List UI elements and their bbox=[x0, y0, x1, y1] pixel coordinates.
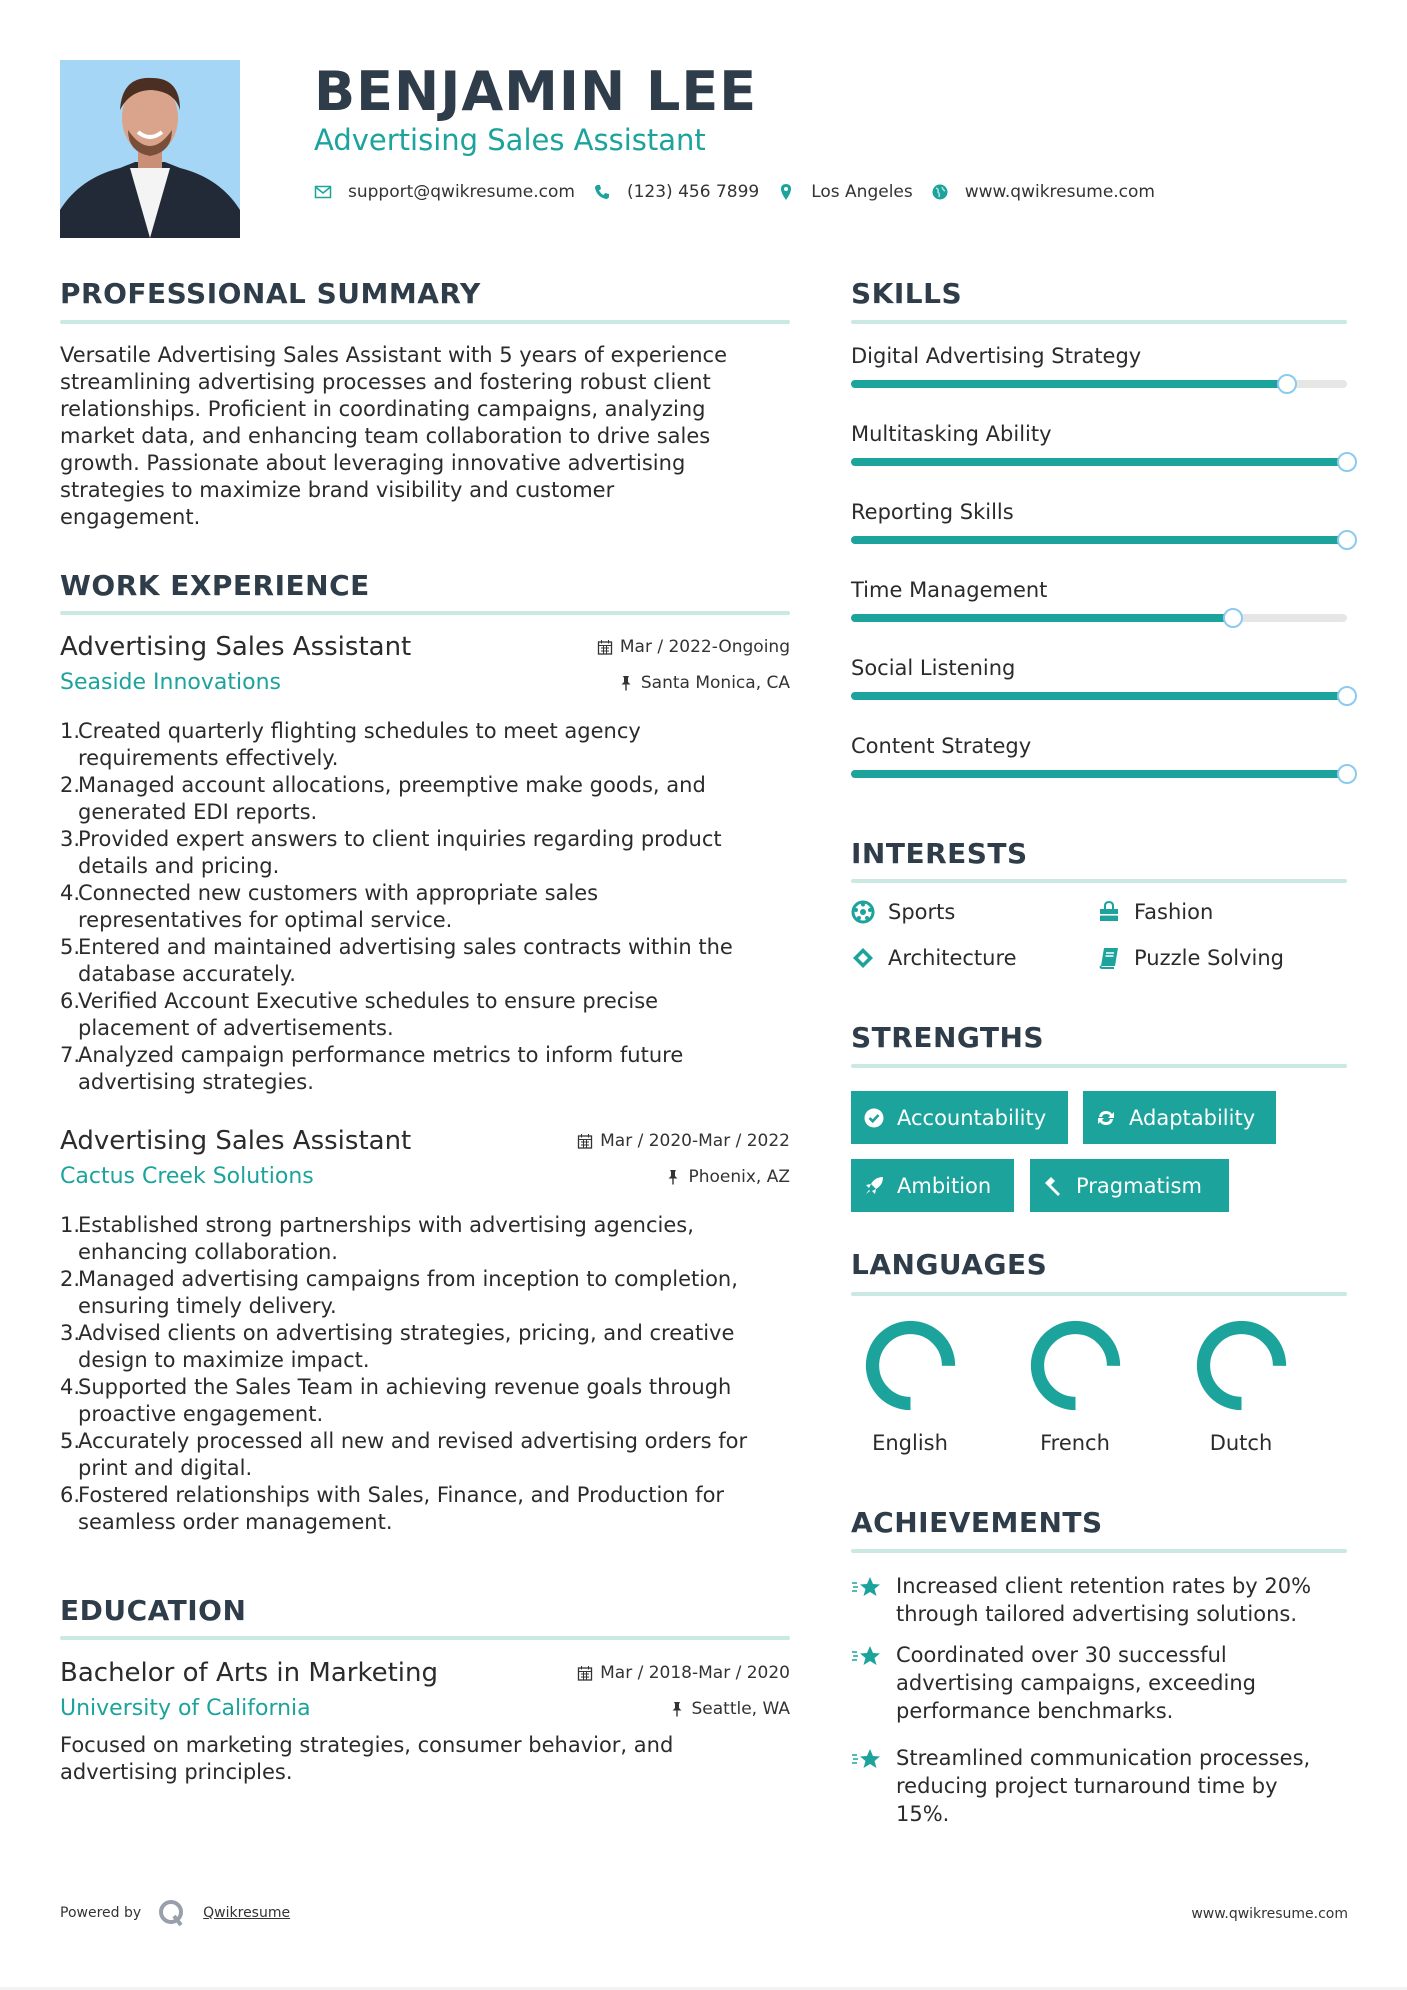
interest-label: Architecture bbox=[888, 946, 1017, 970]
summary-line: market data, and enhancing team collaboration to drive sales bbox=[60, 424, 711, 448]
shopping-bag-icon bbox=[1097, 900, 1121, 924]
job-dates bbox=[597, 637, 790, 657]
job-dates-text: Mar / 2022-Ongoing bbox=[619, 637, 790, 657]
skill-bar-fill bbox=[851, 380, 1287, 388]
strength-tag bbox=[1083, 1091, 1276, 1144]
shooting-star-icon bbox=[851, 1747, 883, 1773]
summary-heading: PROFESSIONAL SUMMARY bbox=[60, 277, 481, 310]
language-item bbox=[1020, 1318, 1130, 1455]
company-name: Seaside Innovations bbox=[60, 670, 281, 695]
strength-label: Accountability bbox=[897, 1105, 1047, 1130]
skill-item bbox=[851, 654, 1347, 732]
duties-list bbox=[60, 718, 790, 1096]
list-item: 3. Provided expert answers to client inquiries regarding product details and pricing. bbox=[60, 827, 722, 878]
pushpin-icon bbox=[669, 1701, 685, 1717]
achievement-item: Streamlined communication processes, reducing project turnaround time by 15%. bbox=[851, 1744, 1347, 1828]
interest-item bbox=[851, 946, 1017, 970]
strengths-heading: STRENGTHS bbox=[851, 1021, 1045, 1054]
skill-bar bbox=[851, 614, 1347, 622]
skill-bar bbox=[851, 536, 1347, 544]
candidate-name: BENJAMIN LEE bbox=[314, 60, 758, 123]
strength-label: Pragmatism bbox=[1076, 1173, 1202, 1198]
achievements-divider bbox=[851, 1549, 1347, 1553]
ruler-icon bbox=[851, 946, 875, 970]
language-label: Dutch bbox=[1209, 1431, 1273, 1455]
interests-divider bbox=[851, 879, 1347, 883]
qwikresume-link[interactable]: Qwikresume bbox=[203, 1905, 291, 1921]
strength-label: Adaptability bbox=[1129, 1105, 1256, 1130]
skill-label: Digital Advertising Strategy bbox=[851, 344, 1142, 368]
skill-item bbox=[851, 498, 1347, 576]
summary-line: engagement. bbox=[60, 505, 201, 529]
skill-label: Social Listening bbox=[851, 656, 1016, 680]
strength-label: Ambition bbox=[897, 1173, 992, 1198]
book-icon bbox=[1097, 946, 1121, 970]
pushpin-icon bbox=[618, 675, 634, 691]
candidate-title: Advertising Sales Assistant bbox=[314, 123, 706, 157]
education-dates bbox=[577, 1663, 790, 1683]
job-location-text: Santa Monica, CA bbox=[640, 673, 790, 693]
summary-line: growth. Passionate about leveraging innovative advertising bbox=[60, 451, 686, 475]
list-item: 4. Connected new customers with appropriate sales representatives for optimal service. bbox=[60, 881, 599, 932]
contact-bar bbox=[314, 179, 1173, 205]
skill-bar-fill bbox=[851, 536, 1347, 544]
gavel-icon bbox=[1042, 1175, 1064, 1197]
skill-item bbox=[851, 732, 1347, 810]
rocket-icon bbox=[863, 1175, 885, 1197]
avatar-illustration bbox=[60, 60, 240, 238]
list-item: 3. Advised clients on advertising strategies, pricing, and creative design to maximize impact. bbox=[60, 1321, 735, 1372]
job-location bbox=[665, 1167, 790, 1187]
list-item: 4. Supported the Sales Team in achieving revenue goals through proactive engagement. bbox=[60, 1375, 732, 1426]
strengths-divider bbox=[851, 1064, 1347, 1068]
skills-heading: SKILLS bbox=[851, 277, 963, 310]
job-title: Advertising Sales Assistant bbox=[60, 632, 412, 662]
interest-item bbox=[1097, 900, 1213, 924]
skill-knob bbox=[1337, 452, 1357, 472]
calendar-icon bbox=[577, 1133, 593, 1149]
summary-line: strategies to maximize brand visibility and customer bbox=[60, 478, 615, 502]
shooting-star-icon bbox=[851, 1575, 883, 1601]
skill-bar-fill bbox=[851, 692, 1347, 700]
achievements-heading: ACHIEVEMENTS bbox=[851, 1506, 1103, 1539]
powered-by-label: Powered by bbox=[60, 1905, 142, 1921]
list-item: 6. Fostered relationships with Sales, Finance, and Production for seamless order management. bbox=[60, 1483, 725, 1534]
language-label: French bbox=[1040, 1431, 1110, 1455]
strength-tag bbox=[851, 1159, 1014, 1212]
list-item: 1. Established strong partnerships with advertising agencies, enhancing collaboration. bbox=[60, 1213, 694, 1264]
skill-knob bbox=[1337, 686, 1357, 706]
languages-heading: LANGUAGES bbox=[851, 1248, 1048, 1281]
sync-icon bbox=[1095, 1107, 1117, 1129]
experience-divider bbox=[60, 611, 790, 615]
pushpin-icon bbox=[665, 1169, 681, 1185]
map-pin-icon bbox=[777, 183, 795, 201]
contact-email[interactable] bbox=[314, 182, 575, 202]
education-description: Focused on marketing strategies, consumer behavior, and advertising principles. bbox=[60, 1733, 674, 1784]
contact-location-text: Los Angeles bbox=[811, 182, 913, 202]
skill-label: Reporting Skills bbox=[851, 500, 1014, 524]
skill-bar-fill bbox=[851, 458, 1347, 466]
job-location bbox=[618, 673, 790, 693]
interest-item bbox=[851, 900, 955, 924]
skill-bar bbox=[851, 770, 1347, 778]
achievement-item: Increased client retention rates by 20% through tailored advertising solutions. bbox=[851, 1572, 1347, 1628]
education-heading: EDUCATION bbox=[60, 1594, 247, 1627]
languages-divider bbox=[851, 1292, 1347, 1296]
skill-bar bbox=[851, 380, 1347, 388]
skill-knob bbox=[1223, 608, 1243, 628]
summary-line: Versatile Advertising Sales Assistant with 5 years of experience bbox=[60, 343, 728, 367]
degree-name: Bachelor of Arts in Marketing bbox=[60, 1658, 438, 1688]
check-circle-icon bbox=[863, 1107, 885, 1129]
list-item: 6. Verified Account Executive schedules to ensure precise placement of advertisements. bbox=[60, 989, 659, 1040]
education-location-text: Seattle, WA bbox=[691, 1699, 790, 1719]
summary-line: streamlining advertising processes and fostering robust client bbox=[60, 370, 711, 394]
job-location-text: Phoenix, AZ bbox=[688, 1167, 790, 1187]
globe-icon bbox=[931, 183, 949, 201]
footer-powered-by bbox=[60, 1898, 290, 1928]
skill-item bbox=[851, 342, 1347, 420]
footer-website[interactable]: www.qwikresume.com bbox=[1191, 1906, 1348, 1922]
soccer-ball-icon bbox=[851, 900, 875, 924]
contact-phone[interactable] bbox=[593, 182, 759, 202]
strength-tag bbox=[851, 1091, 1068, 1144]
education-divider bbox=[60, 1636, 790, 1640]
interest-item bbox=[1097, 946, 1284, 970]
envelope-icon bbox=[314, 183, 332, 201]
skill-knob bbox=[1337, 764, 1357, 784]
list-item: 2. Managed advertising campaigns from inception to completion, ensuring timely delivery. bbox=[60, 1267, 738, 1318]
skill-label: Multitasking Ability bbox=[851, 422, 1052, 446]
contact-website-text: www.qwikresume.com bbox=[964, 182, 1155, 202]
list-item: 5. Accurately processed all new and revised advertising orders for print and digital. bbox=[60, 1429, 748, 1480]
skill-bar bbox=[851, 458, 1347, 466]
summary-divider bbox=[60, 320, 790, 324]
education-location bbox=[669, 1699, 791, 1719]
duties-list bbox=[60, 1212, 790, 1536]
strength-tag bbox=[1030, 1159, 1229, 1212]
calendar-icon bbox=[597, 639, 613, 655]
company-name: Cactus Creek Solutions bbox=[60, 1164, 314, 1189]
list-item: 2. Managed account allocations, preemptive make goods, and generated EDI reports. bbox=[60, 773, 706, 824]
profile-photo bbox=[60, 60, 240, 238]
interests-heading: INTERESTS bbox=[851, 837, 1028, 870]
skill-bar bbox=[851, 692, 1347, 700]
language-progress-ring bbox=[1194, 1318, 1289, 1413]
list-item: 1. Created quarterly flighting schedules to meet agency requirements effectively. bbox=[60, 719, 641, 770]
language-progress-ring bbox=[863, 1318, 958, 1413]
job-title: Advertising Sales Assistant bbox=[60, 1126, 412, 1156]
job-dates-text: Mar / 2020-Mar / 2022 bbox=[600, 1131, 790, 1151]
achievement-item: Coordinated over 30 successful advertising campaigns, exceeding performance benchmarks. bbox=[851, 1641, 1347, 1725]
skill-bar-fill bbox=[851, 770, 1347, 778]
education-entry bbox=[60, 1656, 790, 1786]
contact-location bbox=[777, 182, 913, 202]
skill-knob bbox=[1337, 530, 1357, 550]
interest-label: Sports bbox=[888, 900, 956, 924]
language-item bbox=[855, 1318, 965, 1455]
qwikresume-logo-icon bbox=[157, 1898, 187, 1928]
list-item: 7. Analyzed campaign performance metrics to inform future advertising strategies. bbox=[60, 1043, 684, 1094]
list-item: 5. Entered and maintained advertising sales contracts within the database accurately. bbox=[60, 935, 733, 986]
skill-item bbox=[851, 576, 1347, 654]
summary-text bbox=[60, 342, 790, 531]
shooting-star-icon bbox=[851, 1644, 883, 1670]
skill-knob bbox=[1277, 374, 1297, 394]
skill-label: Content Strategy bbox=[851, 734, 1032, 758]
skill-label: Time Management bbox=[851, 578, 1048, 602]
skill-item bbox=[851, 420, 1347, 498]
phone-icon bbox=[593, 183, 611, 201]
job-entry-2 bbox=[60, 1124, 790, 1536]
job-dates bbox=[577, 1131, 790, 1151]
skills-divider bbox=[851, 320, 1347, 324]
contact-website[interactable] bbox=[931, 182, 1155, 202]
skill-bar-fill bbox=[851, 614, 1233, 622]
job-entry-1 bbox=[60, 630, 790, 1096]
language-progress-ring bbox=[1028, 1318, 1123, 1413]
school-name: University of California bbox=[60, 1696, 311, 1721]
language-item bbox=[1186, 1318, 1296, 1455]
education-dates-text: Mar / 2018-Mar / 2020 bbox=[600, 1663, 790, 1683]
language-label: English bbox=[872, 1431, 948, 1455]
interest-label: Fashion bbox=[1134, 900, 1214, 924]
calendar-icon bbox=[577, 1665, 593, 1681]
interest-label: Puzzle Solving bbox=[1134, 946, 1284, 970]
contact-phone-text: (123) 456 7899 bbox=[626, 182, 760, 202]
summary-line: relationships. Proficient in coordinating campaigns, analyzing bbox=[60, 397, 706, 421]
contact-email-text: support@qwikresume.com bbox=[348, 182, 575, 202]
experience-heading: WORK EXPERIENCE bbox=[60, 569, 370, 602]
